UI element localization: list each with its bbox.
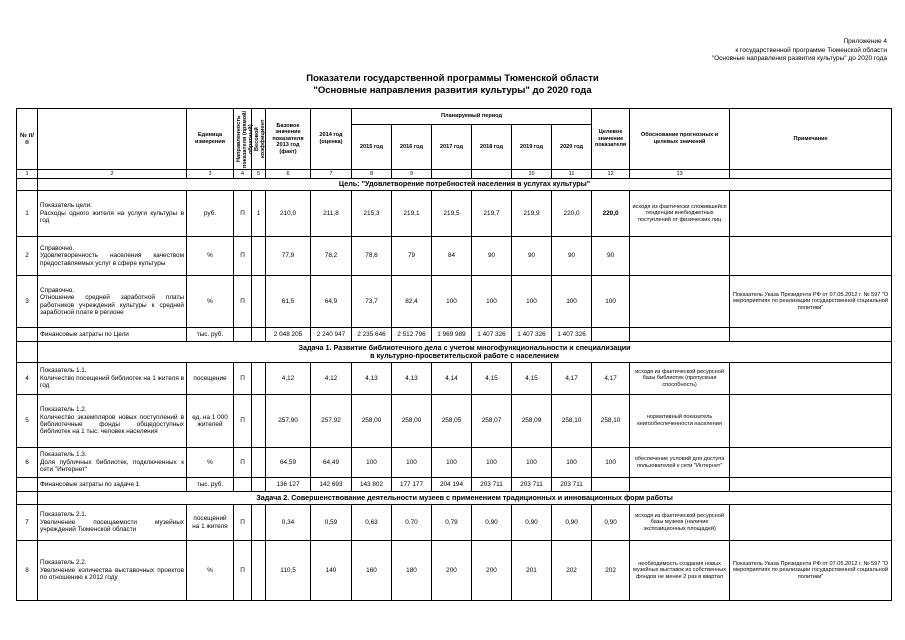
year-value: 177 177 <box>392 478 432 492</box>
year-value: 258,10 <box>552 395 592 448</box>
weight-cell <box>252 541 266 601</box>
justification-cell <box>630 328 730 342</box>
row-number: 6 <box>17 448 38 478</box>
unit-cell: % <box>187 448 234 478</box>
year-value: 160 <box>352 541 392 601</box>
unit-cell: тыс. руб. <box>187 328 234 342</box>
note-cell <box>730 505 892 541</box>
year-value: 203 711 <box>552 478 592 492</box>
year-value: 200 <box>432 541 472 601</box>
target-value: 258,10 <box>592 395 630 448</box>
col-number: 10 <box>512 170 552 179</box>
weight-cell <box>252 237 266 276</box>
unit-cell: посещений на 1 жителя <box>187 505 234 541</box>
indicator-name: Расходы одного жителя на услуги культуры в год <box>40 209 184 225</box>
year-value: 1 969 989 <box>432 328 472 342</box>
estimate-value: 64,49 <box>311 448 352 478</box>
indicator-name: Количество экземпляров новых поступлений в библиотечные фонды общедоступных библиотек на 1 тыс. человек населения <box>40 413 184 436</box>
indicator-name: Удовлетворенность населения качеством предоставляемых услуг в сфере культуры <box>40 252 184 267</box>
header-year-2018: 2018 год <box>472 125 512 170</box>
header-justification: Обоснование прогнозных и целевых значений <box>630 109 730 170</box>
col-number: 12 <box>592 170 630 179</box>
column-numbers-row <box>17 170 892 179</box>
year-value: 2 512 796 <box>392 328 432 342</box>
target-value: 100 <box>592 448 630 478</box>
base-value: 77,9 <box>266 237 311 276</box>
indicator-heading: Показатель цели: <box>40 202 92 210</box>
year-value: 203 711 <box>472 478 512 492</box>
year-value: 100 <box>352 448 392 478</box>
indicator-name-cell <box>38 395 187 448</box>
header-direction <box>234 109 252 170</box>
unit-cell: % <box>187 276 234 328</box>
base-value: 0,34 <box>266 505 311 541</box>
title-line-2: "Основные направления развития культуры" до 2020 года <box>313 85 592 96</box>
unit-cell: посещение <box>187 363 234 395</box>
indicator-heading: Показатель 1.1. <box>40 367 87 375</box>
year-value: 258,00 <box>392 395 432 448</box>
table-row <box>17 541 892 601</box>
year-value: 4,13 <box>392 363 432 395</box>
estimate-value: 0,59 <box>311 505 352 541</box>
header-base: Базовое значение показателя 2013 год (факт) <box>266 109 311 170</box>
indicator-name-cell <box>38 448 187 478</box>
year-value: 100 <box>512 276 552 328</box>
year-value: 0,90 <box>472 505 512 541</box>
weight-cell <box>252 505 266 541</box>
year-value: 100 <box>392 448 432 478</box>
justification-cell: исходя из фактически сложившейся тенденции внебюджетных поступлений от физических лиц <box>630 191 730 237</box>
justification-cell: исходя из фактической ресурсной базы библиотек (пропускная способность) <box>630 363 730 395</box>
col-number: 1 <box>17 170 38 179</box>
col-number: 9 <box>392 170 432 179</box>
indicator-name: Отношение средней заработной платы работников учреждений культуры к средней заработной плате в регионе <box>40 294 184 316</box>
header-year-2016: 2016 год <box>392 125 432 170</box>
header-year-2020: 2020 год <box>552 125 592 170</box>
header-est2014: 2014 год (оценка) <box>311 109 352 170</box>
finance-row <box>17 478 892 492</box>
row-number: 5 <box>17 395 38 448</box>
row-number: 3 <box>17 276 38 328</box>
year-value: 0,79 <box>432 505 472 541</box>
task2-row-num-cell <box>17 492 38 505</box>
direction-cell <box>234 328 252 342</box>
note-cell: Показатель Указа Президента РФ от 07.05.2012 г. № 597 "О мероприятиях по реализации государственной социальной политики" <box>730 541 892 601</box>
year-value: 1 407 326 <box>472 328 512 342</box>
estimate-value: 142 693 <box>311 478 352 492</box>
weight-cell: 1 <box>252 191 266 237</box>
year-value: 79 <box>392 237 432 276</box>
estimate-value: 211,8 <box>311 191 352 237</box>
year-value: 219,5 <box>432 191 472 237</box>
direction-cell: П <box>234 505 252 541</box>
header-unit: Единица измерения <box>187 109 234 170</box>
indicator-name: Количество посещений библиотек на 1 жителя в год <box>40 374 184 390</box>
indicator-heading: Показатель 2.2. <box>40 559 87 567</box>
base-value: 64,59 <box>266 448 311 478</box>
estimate-value: 4,12 <box>311 363 352 395</box>
year-value: 201 <box>512 541 552 601</box>
indicators-table <box>16 108 892 601</box>
year-value: 4,14 <box>432 363 472 395</box>
task1-heading-line-1: Задача 1. Развитие библиотечного дела с учетом многофункциональности и специализации <box>298 342 631 352</box>
year-value: 1 407 326 <box>552 328 592 342</box>
table-row <box>17 448 892 478</box>
base-value: 2 048 205 <box>266 328 311 342</box>
year-value: 143 802 <box>352 478 392 492</box>
year-value: 219,9 <box>512 191 552 237</box>
indicator-heading: Справочно. <box>40 244 75 252</box>
justification-cell: обеспечение условий для доступа пользователей к сети "Интернет" <box>630 448 730 478</box>
direction-cell: П <box>234 541 252 601</box>
unit-cell: руб. <box>187 191 234 237</box>
year-value: 100 <box>472 448 512 478</box>
direction-cell <box>234 478 252 492</box>
header-direction-text: Направленность показателя (прямой/ обратный) <box>236 110 254 168</box>
note-cell <box>730 328 892 342</box>
row-number: 2 <box>17 237 38 276</box>
indicator-heading: Показатель 1.3. <box>40 451 87 459</box>
col-number: 6 <box>266 170 311 179</box>
header-weight <box>252 109 266 170</box>
row-number <box>17 328 38 342</box>
year-value: 100 <box>512 448 552 478</box>
header-year-2019: 2019 год <box>512 125 552 170</box>
year-value: 219,1 <box>392 191 432 237</box>
row-number: 1 <box>17 191 38 237</box>
base-value: 4,12 <box>266 363 311 395</box>
note-cell <box>730 191 892 237</box>
year-value: 258,07 <box>472 395 512 448</box>
year-value: 82,4 <box>392 276 432 328</box>
header-weight-text: Весовой коэффициент <box>254 119 266 159</box>
task1-heading <box>38 342 892 363</box>
table-row <box>17 363 892 395</box>
weight-cell <box>252 448 266 478</box>
justification-cell: необходимость создания новых музейных выставок из собственных фондов не менее 2 раз в квартал <box>630 541 730 601</box>
year-value: 73,7 <box>352 276 392 328</box>
year-value: 215,3 <box>352 191 392 237</box>
note-cell <box>730 478 892 492</box>
target-value: 0,90 <box>592 505 630 541</box>
indicator-heading: Показатель 2.1. <box>40 511 87 519</box>
year-value: 4,15 <box>512 363 552 395</box>
target-value <box>592 478 630 492</box>
year-value: 258,05 <box>432 395 472 448</box>
year-value: 100 <box>552 276 592 328</box>
finance-label: Финансовые затраты по Цели <box>38 328 187 342</box>
header-target: Целевое значение показателя <box>592 109 630 170</box>
year-value: 258,09 <box>512 395 552 448</box>
year-value: 1 407 326 <box>512 328 552 342</box>
direction-cell: П <box>234 191 252 237</box>
indicator-name: Увеличение посещаемости музейных учреждений Тюменской области <box>40 518 184 534</box>
note-cell: Показатель Указа Президента РФ от 07.05.2012 г. № 597 "О мероприятиях по реализации государственной социальной политики" <box>730 276 892 328</box>
year-value: 0,63 <box>352 505 392 541</box>
base-value: 210,0 <box>266 191 311 237</box>
base-value: 136 127 <box>266 478 311 492</box>
task1-heading-line-2: в культурно-просветительской работе с населением <box>370 351 559 360</box>
note-cell <box>730 395 892 448</box>
justification-cell <box>630 237 730 276</box>
year-value: 78,6 <box>352 237 392 276</box>
year-value: 200 <box>472 541 512 601</box>
target-value: 220,0 <box>592 191 630 237</box>
appendix-line-2: к государственной программе Тюменской области <box>735 46 887 54</box>
justification-cell <box>630 276 730 328</box>
goal-heading: Цель: "Удовлетворение потребностей населения в услугах культуры" <box>38 179 892 191</box>
goal-row <box>17 179 892 191</box>
year-value: 258,00 <box>352 395 392 448</box>
indicator-name-cell <box>38 276 187 328</box>
weight-cell <box>252 276 266 328</box>
header-num: № п/п <box>17 109 38 170</box>
row-number: 4 <box>17 363 38 395</box>
year-value: 0,90 <box>512 505 552 541</box>
col-number <box>432 170 472 179</box>
indicator-name-cell <box>38 363 187 395</box>
header-name-empty <box>38 109 187 170</box>
weight-cell <box>252 478 266 492</box>
indicator-name: Доля публичных библиотек, подключенных к сети "Интернет" <box>40 458 184 474</box>
col-number: 7 <box>311 170 352 179</box>
year-value: 90 <box>512 237 552 276</box>
appendix-note <box>712 38 887 64</box>
target-value: 202 <box>592 541 630 601</box>
base-value: 61,5 <box>266 276 311 328</box>
year-value: 2 235 646 <box>352 328 392 342</box>
direction-cell: П <box>234 276 252 328</box>
row-number: 8 <box>17 541 38 601</box>
row-number <box>17 478 38 492</box>
estimate-value: 140 <box>311 541 352 601</box>
direction-cell: П <box>234 363 252 395</box>
year-value: 4,17 <box>552 363 592 395</box>
table-row <box>17 191 892 237</box>
weight-cell <box>252 328 266 342</box>
year-value: 203 711 <box>512 478 552 492</box>
year-value: 202 <box>552 541 592 601</box>
task2-row <box>17 492 892 505</box>
justification-cell: нормативный показатель книгообеспеченности населения <box>630 395 730 448</box>
note-cell <box>730 363 892 395</box>
col-number: 5 <box>252 170 266 179</box>
finance-label: Финансовые затраты по задаче 1 <box>38 478 187 492</box>
finance-row <box>17 328 892 342</box>
indicator-name-cell <box>38 505 187 541</box>
year-value: 100 <box>552 448 592 478</box>
indicator-name-cell <box>38 191 187 237</box>
unit-cell: ед. на 1 000 жителей <box>187 395 234 448</box>
year-value: 0,70 <box>392 505 432 541</box>
task2-heading: Задача 2. Совершенствование деятельности музеев с применением традиционных и инновационных форм работы <box>38 492 892 505</box>
estimate-value: 78,2 <box>311 237 352 276</box>
col-number: 13 <box>630 170 730 179</box>
unit-cell: % <box>187 541 234 601</box>
table-row <box>17 395 892 448</box>
direction-cell: П <box>234 395 252 448</box>
year-value: 0,90 <box>552 505 592 541</box>
target-value <box>592 328 630 342</box>
note-cell <box>730 448 892 478</box>
target-value: 100 <box>592 276 630 328</box>
task1-row-num-cell <box>17 342 38 363</box>
estimate-value: 2 240 947 <box>311 328 352 342</box>
year-value: 204 194 <box>432 478 472 492</box>
indicator-heading: Справочно. <box>40 286 75 294</box>
estimate-value: 64,9 <box>311 276 352 328</box>
document-title <box>0 73 905 97</box>
appendix-line-3: "Основные направления развития культуры" до 2020 года <box>711 55 887 62</box>
indicator-name: Увеличение количества выставочных проектов по отношению к 2012 году <box>40 566 184 582</box>
year-value: 84 <box>432 237 472 276</box>
year-value: 90 <box>552 237 592 276</box>
year-value: 100 <box>472 276 512 328</box>
header-year-2015: 2015 год <box>352 125 392 170</box>
goal-row-num-cell <box>17 179 38 191</box>
col-number: 3 <box>187 170 234 179</box>
estimate-value: 257,92 <box>311 395 352 448</box>
target-value: 4,17 <box>592 363 630 395</box>
indicator-name-cell <box>38 237 187 276</box>
col-number: 8 <box>352 170 392 179</box>
indicator-heading: Показатель 1.2. <box>40 406 87 414</box>
appendix-line-1: Приложение 4 <box>843 38 887 45</box>
col-number: 11 <box>552 170 592 179</box>
table-row <box>17 237 892 276</box>
task1-row <box>17 342 892 363</box>
col-number: 4 <box>234 170 252 179</box>
base-value: 257,90 <box>266 395 311 448</box>
year-value: 219,7 <box>472 191 512 237</box>
note-cell <box>730 237 892 276</box>
year-value: 100 <box>432 448 472 478</box>
unit-cell: % <box>187 237 234 276</box>
header-year-2017: 2017 год <box>432 125 472 170</box>
year-value: 180 <box>392 541 432 601</box>
direction-cell: П <box>234 448 252 478</box>
indicator-name-cell <box>38 541 187 601</box>
title-line-1: Показатели государственной программы Тюменской области <box>306 73 599 84</box>
justification-cell: исходя из фактической ресурсной базы музеев (наличие экспозиционных площадей) <box>630 505 730 541</box>
justification-cell <box>630 478 730 492</box>
col-number: 2 <box>38 170 187 179</box>
unit-cell: тыс. руб. <box>187 478 234 492</box>
table-row <box>17 505 892 541</box>
table-row <box>17 276 892 328</box>
year-value: 4,13 <box>352 363 392 395</box>
weight-cell <box>252 395 266 448</box>
header-note: Примечание <box>730 109 892 170</box>
weight-cell <box>252 363 266 395</box>
row-number: 7 <box>17 505 38 541</box>
year-value: 4,15 <box>472 363 512 395</box>
col-number <box>472 170 512 179</box>
year-value: 220,0 <box>552 191 592 237</box>
base-value: 110,5 <box>266 541 311 601</box>
header-planned: Планируемый период <box>352 109 592 125</box>
year-value: 90 <box>472 237 512 276</box>
target-value: 90 <box>592 237 630 276</box>
col-number <box>730 170 892 179</box>
year-value: 100 <box>432 276 472 328</box>
direction-cell: П <box>234 237 252 276</box>
